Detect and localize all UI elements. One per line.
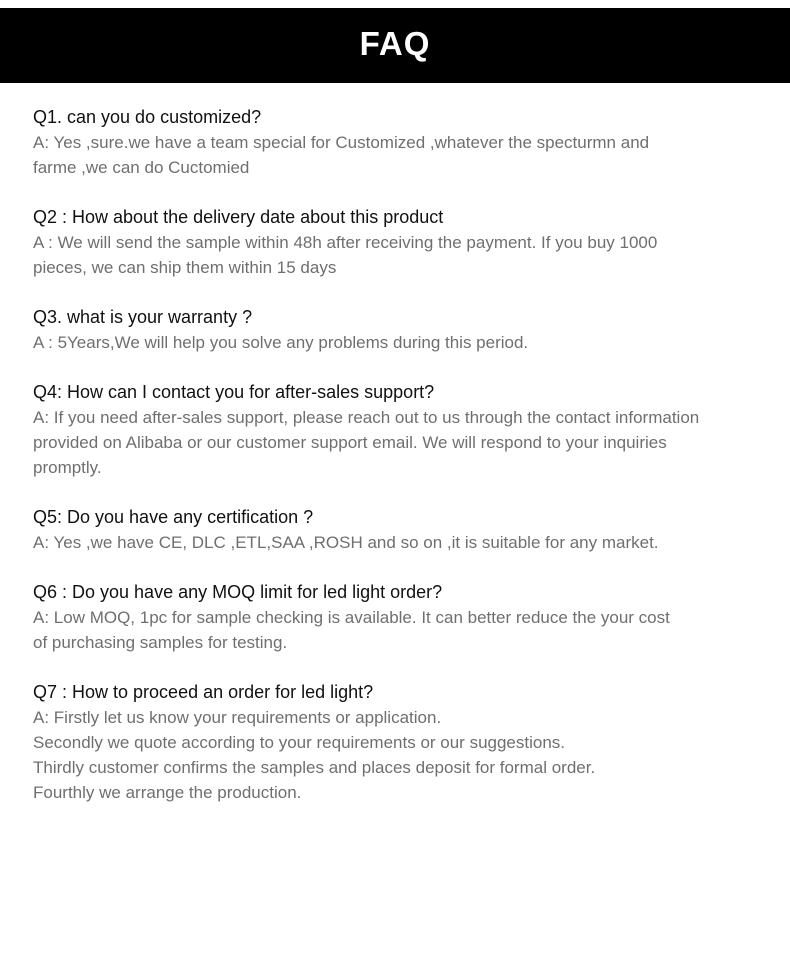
faq-item-3 [33, 305, 783, 355]
answer-1-line-2: farme ,we can do Cuctomied [33, 158, 250, 177]
answer-4-line-2: provided on Alibaba or our customer support email. We will respond to your inquiries [33, 433, 667, 452]
question-7: Q7 : How to proceed an order for led light? [33, 682, 374, 702]
faq-header [0, 8, 790, 83]
question-5: Q5: Do you have any certification ? [33, 507, 314, 527]
question-2: Q2 : How about the delivery date about this product [33, 207, 444, 227]
faq-item-1 [33, 105, 783, 180]
answer-7-line-3: Thirdly customer confirms the samples and places deposit for formal order. [33, 758, 596, 777]
answer-6-line-2: of purchasing samples for testing. [33, 633, 288, 652]
question-4: Q4: How can I contact you for after-sales support? [33, 382, 435, 402]
answer-7-line-4: Fourthly we arrange the production. [33, 783, 302, 802]
answer-6-line-1: A: Low MOQ, 1pc for sample checking is available. It can better reduce the your cost [33, 608, 670, 627]
faq-item-2 [33, 205, 783, 280]
faq-item-4 [33, 380, 783, 480]
answer-4-line-1: A: If you need after-sales support, please reach out to us through the contact information [33, 408, 700, 427]
answer-7-line-2: Secondly we quote according to your requirements or our suggestions. [33, 733, 566, 752]
faq-item-5 [33, 505, 783, 555]
answer-7-line-1: A: Firstly let us know your requirements or application. [33, 708, 442, 727]
question-6: Q6 : Do you have any MOQ limit for led light order? [33, 582, 443, 602]
answer-5-line-1: A: Yes ,we have CE, DLC ,ETL,SAA ,ROSH and so on ,it is suitable for any market. [33, 533, 659, 552]
answer-2-line-2: pieces, we can ship them within 15 days [33, 258, 337, 277]
faq-item-7 [33, 680, 783, 805]
answer-2-line-1: A : We will send the sample within 48h after receiving the payment. If you buy 1000 [33, 233, 658, 252]
question-1: Q1. can you do customized? [33, 107, 262, 127]
faq-item-6 [33, 580, 783, 655]
faq-list [33, 105, 783, 830]
answer-3-line-1: A : 5Years,We will help you solve any problems during this period. [33, 333, 529, 352]
answer-1-line-1: A: Yes ,sure.we have a team special for Customized ,whatever the specturmn and [33, 133, 650, 152]
question-3: Q3. what is your warranty ? [33, 307, 253, 327]
page-title: FAQ [359, 25, 431, 62]
answer-4-line-3: promptly. [33, 458, 102, 477]
